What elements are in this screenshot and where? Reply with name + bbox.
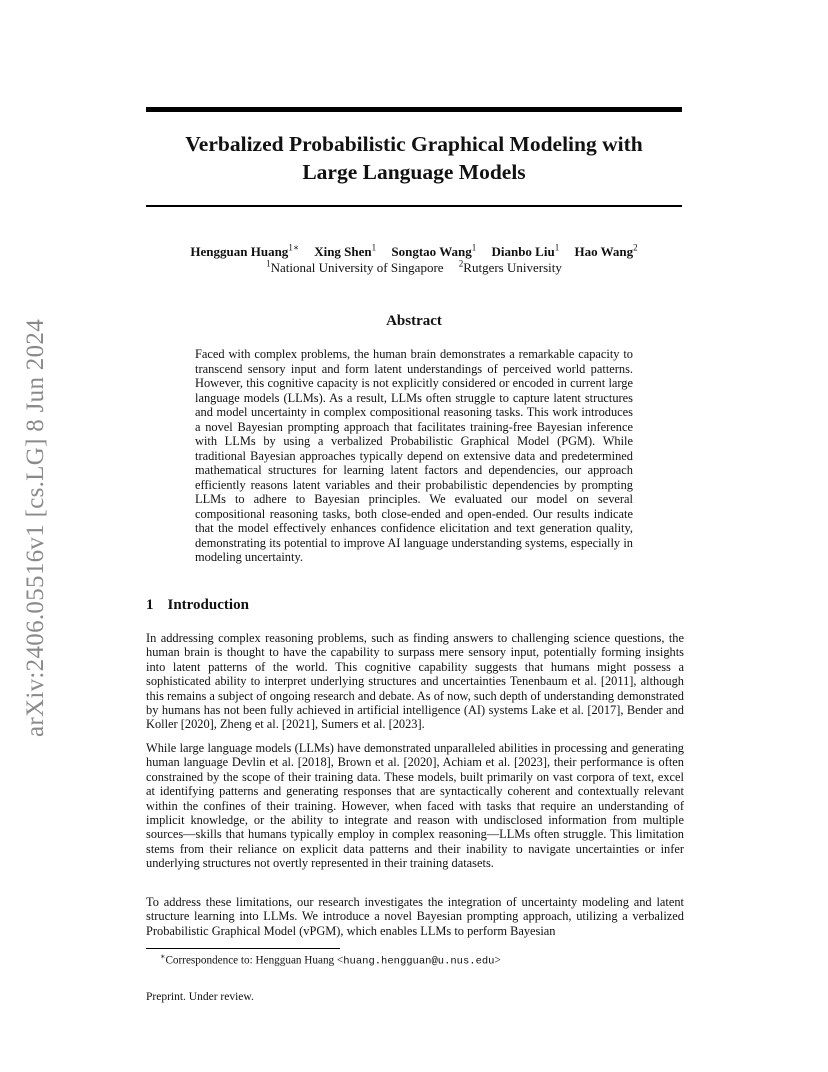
affiliation: $^2$Rutgers University bbox=[458, 259, 562, 276]
author: Songtao Wang$^1$ bbox=[391, 243, 477, 260]
correspondence-email[interactable]: huang.hengguan@u.nus.edu bbox=[343, 955, 495, 968]
author: Dianbo Liu$^1$ bbox=[491, 243, 560, 260]
paper-title-line-2: Large Language Models bbox=[302, 160, 526, 184]
author-list bbox=[146, 243, 682, 260]
section-heading bbox=[146, 597, 249, 614]
abstract-heading: Abstract bbox=[386, 313, 442, 329]
affiliation-list bbox=[146, 259, 682, 276]
abstract-body: Faced with complex problems, the human brain demonstrates a remarkable capacity to transcend sensory input and form latent understandings of perceived world patterns. However, this cognitive capacity is not explicitly considered or encoded in current large language models (LLMs). As a result, LLMs often struggle to capture latent structures and model uncertainty in complex compositional reasoning tasks. This work introduces a novel Bayesian prompting approach that facilitates training-free Bayesian inference with LLMs by using a verbalized Probabilistic Graphical Model (PGM). While traditional Bayesian approaches typically depend on extensive data and predetermined mathematical structures for learning latent factors and dependencies, our approach efficiently reasons latent variables and their probabilistic dependencies by prompting LLMs to adhere to Bayesian principles. We evaluated our model on several compositional reasoning tasks, both close-ended and open-ended. Our results indicate that the model effectively enhances confidence elicitation and text generation quality, demonstrating its potential to improve AI language understanding systems, especially in modeling uncertainty. bbox=[195, 347, 633, 564]
intro-paragraph: In addressing complex reasoning problems, such as finding answers to challenging science questions, the human brain is thought to have the capability to surpass mere sensory input, potentially forming insights into latent patterns of the world. This cognitive capability suggests that humans might possess a sophisticated ability to interpret underlying structures and uncertainties Tenenbaum et al. [2011], although this remains a subject of ongoing research and debate. As of now, such depth of understanding demonstrated by humans has not been fully achieved in artificial intelligence (AI) systems Lake et al. [2017], Bender and Koller [2020], Zheng et al. [2021], Sumers et al. [2023]. bbox=[146, 631, 684, 732]
author: Hengguan Huang$^{1∗}$ bbox=[190, 243, 299, 260]
author: Xing Shen$^1$ bbox=[314, 243, 377, 260]
preprint-notice: Preprint. Under review. bbox=[146, 991, 254, 1003]
section-number: 1 bbox=[146, 597, 154, 613]
title-bottom-rule bbox=[146, 205, 682, 207]
title-top-rule bbox=[146, 107, 682, 112]
correspondence-footnote: ∗Correspondence to: Hengguan Huang <huang.hengguan@u.nus.edu> bbox=[160, 952, 501, 968]
intro-paragraph: While large language models (LLMs) have demonstrated unparalleled abilities in processing and generating human language Devlin et al. [2018], Brown et al. [2020], Achiam et al. [2023], their performance is often constrained by the scope of their training data. These models, built primarily on vast corpora of text, excel at identifying patterns and generating responses that are syntactically coherent and contextually relevant within the confines of their training. However, when faced with tasks that require an understanding of implicit knowledge, or the ability to integrate and reason with undisclosed information from multiple sources—skills that humans typically employ in complex reasoning—LLMs often struggle. This limitation stems from their reliance on explicit data patterns and their inability to navigate uncertainties or infer underlying structures not overtly represented in their training datasets. bbox=[146, 741, 684, 871]
footnote-rule bbox=[146, 948, 340, 949]
paper-title-line-1: Verbalized Probabilistic Graphical Modeling with bbox=[185, 132, 643, 156]
intro-paragraph: To address these limitations, our research investigates the integration of uncertainty modeling and latent structure learning into LLMs. We introduce a novel Bayesian prompting approach, utilizing a verbalized Probabilistic Graphical Model (vPGM), which enables LLMs to perform Bayesian bbox=[146, 895, 684, 938]
affiliation: $^1$National University of Singapore bbox=[266, 259, 444, 276]
arxiv-identifier-stamp: arXiv:2406.05516v1 [cs.LG] 8 Jun 2024 bbox=[22, 319, 49, 737]
section-title: Introduction bbox=[167, 597, 249, 613]
footnote-mark: ∗ bbox=[160, 952, 166, 961]
author: Hao Wang$^2$ bbox=[574, 243, 638, 260]
paper-title bbox=[146, 130, 682, 186]
